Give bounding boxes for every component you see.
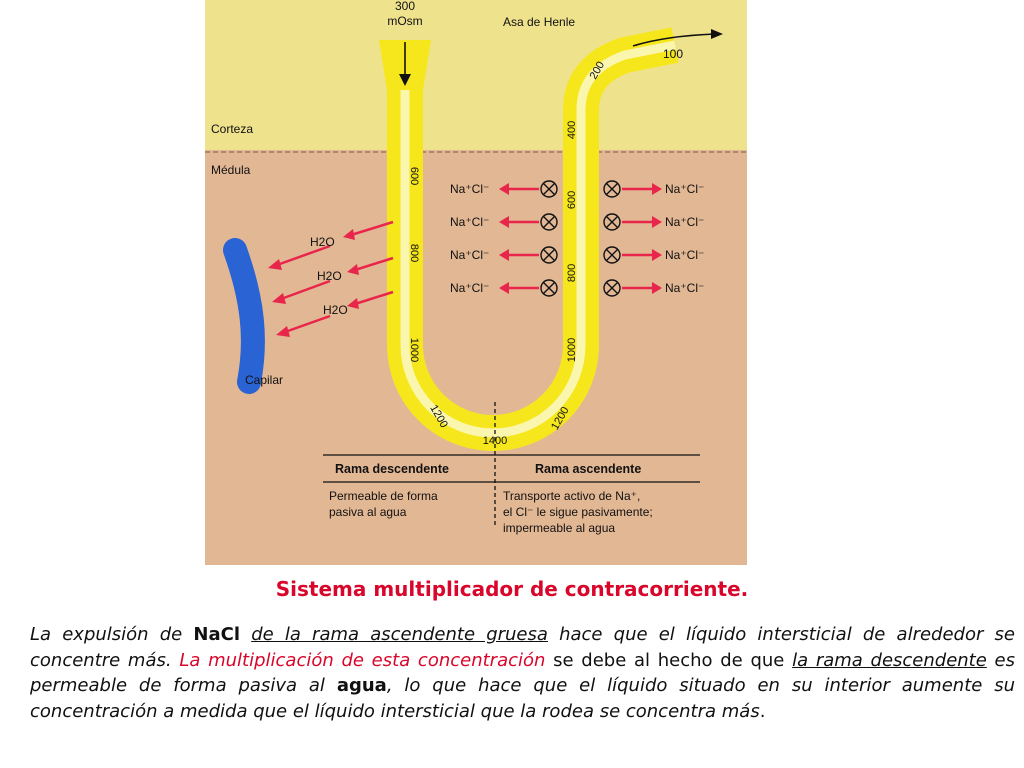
- text-span-underlined: la rama descendente: [792, 649, 987, 671]
- water-label: H2O: [317, 269, 342, 283]
- text-span: se debe al hecho de que: [545, 649, 793, 671]
- nacl-label: Na⁺Cl⁻: [665, 281, 705, 295]
- text-span: es permeable de forma pasiva al: [30, 649, 1015, 696]
- descending-value: 1000: [408, 337, 420, 363]
- input-value: 300: [394, 0, 416, 13]
- capillary-label: Capilar: [245, 373, 284, 387]
- text-span: , lo que hace que el líquido situado en su interior aumente su concentración a medida que el líquido intersticial que la rodea se concentra más: [30, 675, 1015, 722]
- ascending-value: 400: [566, 120, 578, 140]
- text-span-underlined: de la rama ascendente gruesa: [251, 624, 548, 645]
- ascending-value: 1000: [566, 337, 578, 363]
- text-span-red: La multiplicación de esta concentración: [179, 649, 546, 671]
- nacl-label: Na⁺Cl⁻: [450, 281, 490, 295]
- text-span: hace que el líquido intersticial de alrededor se concentre más.: [30, 624, 1015, 671]
- input-unit: mOsm: [387, 14, 423, 28]
- text-span: .: [759, 700, 766, 722]
- slide-caption: Sistema multiplicador de contracorriente.: [275, 577, 749, 601]
- ascending-value: 200: [587, 59, 608, 82]
- bottom-value: 1400: [482, 435, 508, 447]
- counter-current-diagram: [205, 0, 747, 565]
- medulla-label: Médula: [211, 163, 251, 177]
- descending-heading: Rama descendente: [335, 462, 449, 476]
- water-label: H2O: [310, 235, 335, 249]
- descending-value: 800: [408, 243, 420, 263]
- text-span-bold: NaCl: [193, 624, 241, 645]
- text-span: La expulsión de: [30, 624, 194, 645]
- nacl-label: Na⁺Cl⁻: [450, 248, 490, 262]
- ascending-value: 1200: [549, 404, 572, 433]
- medulla-region: [205, 150, 747, 565]
- descending-note: pasiva al agua: [329, 505, 407, 519]
- ascending-value: 600: [566, 190, 578, 210]
- descending-value: 1200: [427, 402, 450, 431]
- cortex-region: [205, 0, 747, 150]
- descending-note: Permeable de forma: [329, 489, 438, 503]
- water-label: H2O: [323, 303, 348, 317]
- ascending-note: impermeable al agua: [503, 521, 616, 535]
- descending-value: 600: [408, 166, 420, 186]
- ascending-value: 800: [566, 263, 578, 283]
- loop-title: Asa de Henle: [503, 15, 576, 29]
- nacl-label: Na⁺Cl⁻: [665, 182, 705, 196]
- text-span-bold: agua: [336, 675, 387, 696]
- ascending-note: Transporte activo de Na⁺,: [503, 489, 641, 503]
- ascending-heading: Rama ascendente: [535, 462, 642, 476]
- ascending-note: el Cl⁻ le sigue pasivamente;: [503, 505, 653, 519]
- output-value: 100: [663, 47, 684, 61]
- nacl-label: Na⁺Cl⁻: [665, 248, 705, 262]
- explanation-paragraph: [30, 622, 1015, 724]
- cortex-label: Corteza: [211, 122, 254, 136]
- nacl-label: Na⁺Cl⁻: [450, 182, 490, 196]
- nacl-label: Na⁺Cl⁻: [665, 215, 705, 229]
- text-span: [240, 624, 251, 645]
- nacl-label: Na⁺Cl⁻: [450, 215, 490, 229]
